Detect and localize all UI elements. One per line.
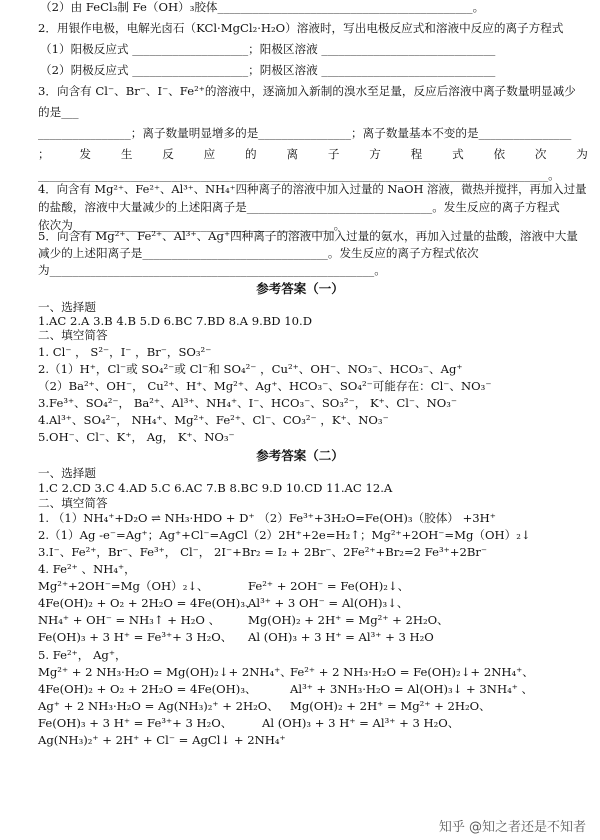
question-5-line-3: 为________________________________________________________。 — [38, 263, 386, 277]
q3-char: 应 — [203, 147, 216, 161]
question-2-header: 2．用银作电极，电解光卤石（KCl·MgCl₂·H₂O）溶液时，写出电极反应式和溶液中反应的离子方程式 — [38, 21, 564, 35]
question-3-line-2: 的是___ — [38, 105, 79, 119]
answer-1-item-2b: （2）Ba²⁺、OH⁻， Cu²⁺、H⁺、Mg²⁺、Ag⁺、HCO₃⁻、SO₄²⁻可能存在：Cl⁻、NO₃⁻ — [38, 379, 492, 393]
equation-4-left-4: Fe(OH)₃ + 3 H⁺ = Fe³⁺+ 3 H₂O、 — [38, 630, 233, 644]
equation-5-left-1: Mg²⁺ + 2 NH₃·H₂O = Mg(OH)₂↓+ 2NH₄⁺、 — [38, 665, 292, 679]
answer-key-2-title: 参考答案（二） — [256, 448, 344, 463]
answer-2-item-4: 4. Fe²⁺ 、NH₄⁺， — [38, 562, 136, 576]
equation-5-right-1: Fe²⁺ + 2 NH₃·H₂O = Fe(OH)₂↓+ 2NH₄⁺、 — [290, 665, 534, 679]
q3-char: 方 — [369, 147, 381, 161]
q3-char: 发 — [79, 147, 92, 161]
question-4-line-3: 依次为_____________________________________________。 — [38, 218, 346, 232]
equation-5-left-4: Fe(OH)₃ + 3 H⁺ = Fe³⁺+ 3 H₂O、 — [38, 716, 233, 730]
question-3-line-5: ________________________________________________________________________________________。 — [38, 168, 560, 182]
answer-1-item-3: 3.Fe³⁺、SO₄²⁻， Ba²⁺、Al³⁺、NH₄⁺、I⁻、HCO₃⁻、SO₃²⁻， K⁺、Cl⁻、NO₃⁻ — [38, 396, 458, 410]
answer-2-mc-label: 一、选择题 — [38, 466, 96, 480]
q3-char: 为 — [576, 147, 588, 161]
question-4-line-2: 的盐酸，溶液中大量减少的上述阳离子是________________________________。发生反应的离子方程式 — [38, 200, 560, 214]
q3-char: 式 — [452, 147, 464, 161]
q3-char: 子 — [327, 147, 340, 161]
equation-5-left-2: 4Fe(OH)₂ + O₂ + 2H₂O = 4Fe(OH)₃、 — [38, 682, 257, 696]
q3-char: 反 — [162, 147, 174, 161]
q3-char: 的 — [245, 147, 257, 161]
q3-char: 生 — [120, 147, 133, 161]
question-4-line-1: 4．向含有 Mg²⁺、Fe²⁺、Al³⁺、NH₄⁺四种离子的溶液中加入过量的 NaOH 溶液，微热并搅拌，再加入过量 — [38, 182, 587, 196]
answer-2-item-3: 3.I⁻、Fe²⁺，Br⁻、Fe³⁺， Cl⁻， 2I⁻+Br₂ = I₂ + 2Br⁻、2Fe²⁺+Br₂=2 Fe³⁺+2Br⁻ — [38, 545, 488, 559]
equation-4-right-4: Al (OH)₃ + 3 H⁺ = Al³⁺ + 3 H₂O — [248, 630, 434, 644]
equation-5-left-3: Ag⁺ + 2 NH₃·H₂O = Ag(NH₃)₂⁺ + 2H₂O、 — [38, 699, 279, 713]
answer-1-item-4: 4.Al³⁺、SO₄²⁻， NH₄⁺、Mg²⁺、Fe²⁺、Cl⁻、CO₃²⁻ ，K⁺、NO₃⁻ — [38, 413, 389, 427]
question-2-anode: （1）阳极反应式 ____________________；阳极区溶液 ______________________________ — [40, 42, 496, 56]
answer-2-item-1: 1. （1）NH₄⁺+D₂O ⇌ NH₃·HDO + D⁺ （2）Fe³⁺+3H₂O=Fe(OH)₃（胶体） +3H⁺ — [38, 511, 496, 525]
answer-1-item-1: 1. Cl⁻ ， S²⁻，I⁻ ，Br⁻，SO₃²⁻ — [38, 345, 212, 359]
q3-char: 离 — [286, 147, 299, 161]
q3-char: 程 — [410, 147, 423, 161]
answer-1-fill-label: 二、填空简答 — [38, 328, 108, 342]
answer-1-mc-label: 一、选择题 — [38, 300, 96, 314]
q3-char: 次 — [534, 147, 547, 161]
equation-4-left-1: Mg²⁺+2OH⁻=Mg（OH）₂↓、 — [38, 579, 209, 593]
watermark: 知乎 @知之者还是不知者 — [438, 820, 586, 835]
equation-4-left-3: NH₄⁺ + OH⁻ = NH₃↑ + H₂O 、 — [38, 613, 221, 627]
answer-1-item-5: 5.OH⁻、Cl⁻、K⁺， Ag， K⁺、NO₃⁻ — [38, 430, 235, 444]
equation-4-right-3: Mg(OH)₂ + 2H⁺ = Mg²⁺ + 2H₂O、 — [248, 613, 449, 627]
equation-4-right-1: Fe²⁺ + 2OH⁻ = Fe(OH)₂↓、 — [248, 579, 410, 593]
equation-4-left-2: 4Fe(OH)₂ + O₂ + 2H₂O = 4Fe(OH)₃、 — [38, 596, 257, 610]
q3-char: 依 — [493, 147, 506, 161]
question-3-line-1: 3．向含有 Cl⁻、Br⁻、I⁻、Fe²⁺的溶液中，逐滴加入新制的溴水至足量，反应后溶液中离子数量明显减少 — [38, 84, 576, 98]
answer-key-1-title: 参考答案（一） — [256, 281, 344, 296]
q3-char: ； — [38, 147, 50, 161]
question-3-line-3: ________________；离子数量明显增多的是________________；离子数量基本不变的是________________ — [38, 126, 572, 140]
answer-2-item-5: 5. Fe²⁺， Ag⁺， — [38, 648, 127, 662]
question-5-line-1: 5．向含有 Mg²⁺、Fe²⁺、Al³⁺、Ag⁺四种离子的溶液中加入过量的氨水，再加入过量的盐酸，溶液中大量 — [38, 229, 578, 243]
equation-5-right-4: Al (OH)₃ + 3 H⁺ = Al³⁺ + 3 H₂O、 — [262, 716, 460, 730]
answer-2-fill-label: 二、填空简答 — [38, 496, 108, 510]
question-3-line-4 — [38, 147, 588, 162]
equation-5-right-3: Mg(OH)₂ + 2H⁺ = Mg²⁺ + 2H₂O、 — [290, 699, 491, 713]
equation-5-last: Ag(NH₃)₂⁺ + 2H⁺ + Cl⁻ = AgCl↓ + 2NH₄⁺ — [38, 733, 286, 747]
answer-1-item-2a: 2.（1）H⁺，Cl⁻或 SO₄²⁻或 Cl⁻和 SO₄²⁻ ，Cu²⁺、OH⁻、NO₃⁻、HCO₃⁻、Ag⁺ — [38, 362, 463, 376]
question-5-line-2: 减少的上述阳离子是________________________________。发生反应的离子方程式依次 — [38, 246, 479, 260]
question-1-2: （2）由 FeCl₃制 Fe（OH）₃胶体____________________________________________。 — [40, 0, 485, 14]
equation-5-right-2: Al³⁺ + 3NH₃·H₂O = Al(OH)₃↓ + 3NH₄⁺ 、 — [290, 682, 534, 696]
equation-4-right-2: Al³⁺ + 3 OH⁻ = Al(OH)₃↓、 — [248, 596, 409, 610]
answer-2-item-2: 2.（1）Ag -e⁻=Ag⁺；Ag⁺+Cl⁻=AgCl（2）2H⁺+2e=H₂↑；Mg²⁺+2OH⁻=Mg（OH）₂↓ — [38, 528, 531, 542]
answer-1-mc: 1.AC 2.A 3.B 4.B 5.D 6.BC 7.BD 8.A 9.BD 10.D — [38, 314, 313, 328]
question-2-cathode: （2）阴极反应式 ____________________；阴极区溶液 ______________________________ — [40, 63, 496, 77]
answer-2-mc: 1.C 2.CD 3.C 4.AD 5.C 6.AC 7.B 8.BC 9.D 10.CD 11.AC 12.A — [38, 481, 393, 495]
